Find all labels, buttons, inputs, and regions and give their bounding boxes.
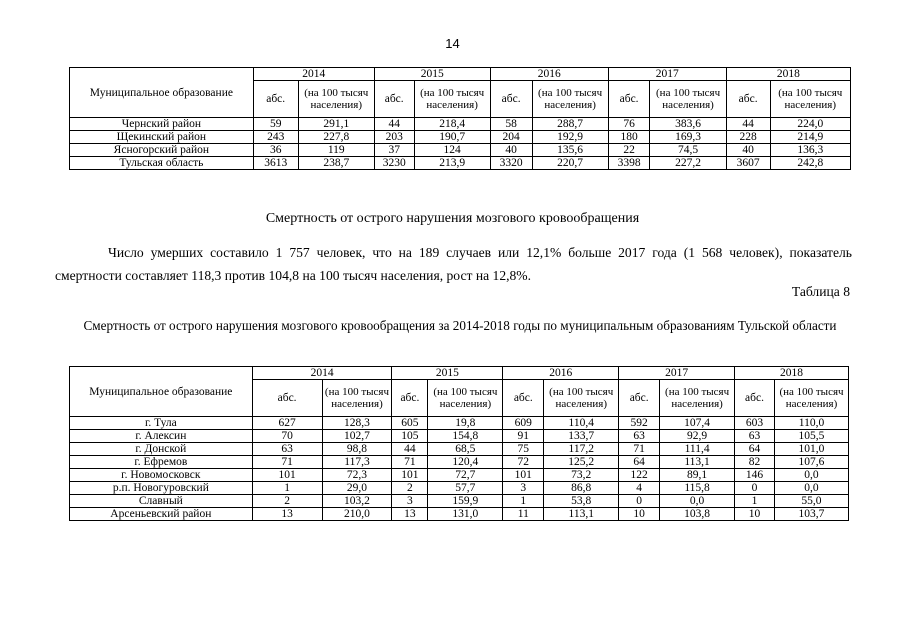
rate-value-cell: 383,6: [650, 118, 726, 131]
rate-value-cell: 103,7: [774, 508, 848, 521]
abs-header: абс.: [735, 380, 775, 417]
municipality-name: Ясногорский район: [70, 144, 254, 157]
abs-value-cell: 63: [619, 430, 660, 443]
abs-value-cell: 64: [735, 443, 775, 456]
abs-value-cell: 3320: [490, 157, 532, 170]
rate-value-cell: 220,7: [532, 157, 608, 170]
column-header-municipality: Муниципальное образование: [70, 68, 254, 118]
abs-value-cell: 3607: [726, 157, 770, 170]
year-header: 2017: [619, 367, 735, 380]
abs-value-cell: 40: [490, 144, 532, 157]
abs-header: абс.: [374, 81, 414, 118]
rate-header: (на 100 тысяч населения): [660, 380, 735, 417]
rate-value-cell: 291,1: [298, 118, 374, 131]
table-row: [70, 456, 849, 469]
rate-value-cell: 133,7: [544, 430, 619, 443]
abs-header: абс.: [490, 81, 532, 118]
rate-value-cell: 107,4: [660, 417, 735, 430]
rate-value-cell: 110,4: [544, 417, 619, 430]
rate-value-cell: 288,7: [532, 118, 608, 131]
rate-value-cell: 218,4: [414, 118, 490, 131]
abs-value-cell: 0: [735, 482, 775, 495]
abs-value-cell: 180: [608, 131, 650, 144]
rate-value-cell: 86,8: [544, 482, 619, 495]
rate-header: (на 100 тысяч населения): [774, 380, 848, 417]
abs-value-cell: 605: [392, 417, 428, 430]
abs-value-cell: 22: [608, 144, 650, 157]
rate-value-cell: 103,8: [660, 508, 735, 521]
rate-value-cell: 102,7: [322, 430, 392, 443]
rate-value-cell: 192,9: [532, 131, 608, 144]
table-row: [70, 443, 849, 456]
abs-value-cell: 3613: [253, 157, 298, 170]
table-year-row: [70, 367, 849, 380]
municipality-name: Щекинский район: [70, 131, 254, 144]
rate-header: (на 100 тысяч населения): [298, 81, 374, 118]
abs-value-cell: 75: [503, 443, 544, 456]
rate-value-cell: 154,8: [428, 430, 503, 443]
year-header: 2016: [490, 68, 608, 81]
abs-value-cell: 91: [503, 430, 544, 443]
abs-value-cell: 63: [735, 430, 775, 443]
rate-header: (на 100 тысяч населения): [650, 81, 726, 118]
abs-value-cell: 122: [619, 469, 660, 482]
rate-value-cell: 131,0: [428, 508, 503, 521]
municipality-name: Тульская область: [70, 157, 254, 170]
rate-value-cell: 115,8: [660, 482, 735, 495]
rate-header: (на 100 тысяч населения): [428, 380, 503, 417]
abs-value-cell: 204: [490, 131, 532, 144]
rate-value-cell: 242,8: [770, 157, 850, 170]
abs-value-cell: 64: [619, 456, 660, 469]
rate-value-cell: 227,2: [650, 157, 726, 170]
column-header-municipality: Муниципальное образование: [70, 367, 253, 417]
rate-value-cell: 92,9: [660, 430, 735, 443]
rate-value-cell: 105,5: [774, 430, 848, 443]
rate-value-cell: 57,7: [428, 482, 503, 495]
abs-value-cell: 40: [726, 144, 770, 157]
abs-value-cell: 3: [503, 482, 544, 495]
table-row: [70, 417, 849, 430]
abs-value-cell: 0: [619, 495, 660, 508]
rate-value-cell: 72,7: [428, 469, 503, 482]
rate-value-cell: 113,1: [660, 456, 735, 469]
rate-value-cell: 210,0: [322, 508, 392, 521]
rate-value-cell: 0,0: [774, 482, 848, 495]
abs-header: абс.: [619, 380, 660, 417]
abs-value-cell: 101: [503, 469, 544, 482]
municipality-name: г. Ефремов: [70, 456, 253, 469]
table-title: Смертность от острого нарушения мозгового кровообращения за 2014-2018 годы по муниципальным образованиям Тульской области: [83, 318, 837, 333]
abs-value-cell: 1: [252, 482, 322, 495]
abs-value-cell: 10: [619, 508, 660, 521]
abs-value-cell: 71: [392, 456, 428, 469]
abs-header: абс.: [503, 380, 544, 417]
municipality-name: р.п. Новогуровский: [70, 482, 253, 495]
abs-value-cell: 101: [252, 469, 322, 482]
year-header: 2015: [374, 68, 490, 81]
rate-header: (на 100 тысяч населения): [544, 380, 619, 417]
abs-value-cell: 1: [503, 495, 544, 508]
rate-value-cell: 113,1: [544, 508, 619, 521]
abs-value-cell: 627: [252, 417, 322, 430]
rate-value-cell: 213,9: [414, 157, 490, 170]
rate-value-cell: 238,7: [298, 157, 374, 170]
municipality-name: г. Новомосковск: [70, 469, 253, 482]
abs-value-cell: 10: [735, 508, 775, 521]
municipality-name: г. Тула: [70, 417, 253, 430]
rate-value-cell: 124: [414, 144, 490, 157]
abs-header: абс.: [608, 81, 650, 118]
rate-value-cell: 72,3: [322, 469, 392, 482]
rate-value-cell: 135,6: [532, 144, 608, 157]
rate-value-cell: 110,0: [774, 417, 848, 430]
abs-value-cell: 3398: [608, 157, 650, 170]
table-row: [70, 430, 849, 443]
year-header: 2017: [608, 68, 726, 81]
abs-value-cell: 603: [735, 417, 775, 430]
rate-value-cell: 68,5: [428, 443, 503, 456]
abs-value-cell: 70: [252, 430, 322, 443]
year-header: 2018: [726, 68, 850, 81]
municipality-name: Чернский район: [70, 118, 254, 131]
abs-value-cell: 609: [503, 417, 544, 430]
municipality-name: г. Донской: [70, 443, 253, 456]
table-row: [70, 118, 851, 131]
municipality-name: Арсеньевский район: [70, 508, 253, 521]
abs-value-cell: 72: [503, 456, 544, 469]
rate-value-cell: 73,2: [544, 469, 619, 482]
year-header: 2014: [253, 68, 374, 81]
rate-header: (на 100 тысяч населения): [322, 380, 392, 417]
abs-value-cell: 13: [252, 508, 322, 521]
abs-header: абс.: [253, 81, 298, 118]
rate-header: (на 100 тысяч населения): [414, 81, 490, 118]
abs-value-cell: 105: [392, 430, 428, 443]
rate-value-cell: 103,2: [322, 495, 392, 508]
abs-value-cell: 13: [392, 508, 428, 521]
rate-value-cell: 120,4: [428, 456, 503, 469]
table-row: [70, 508, 849, 521]
abs-value-cell: 2: [392, 482, 428, 495]
abs-value-cell: 58: [490, 118, 532, 131]
abs-value-cell: 82: [735, 456, 775, 469]
section-title: Смертность от острого нарушения мозгового кровообращения: [265, 211, 640, 226]
abs-value-cell: 2: [252, 495, 322, 508]
stroke-mortality-table: [69, 366, 849, 521]
table-year-row: [70, 68, 851, 81]
rate-value-cell: 159,9: [428, 495, 503, 508]
rate-value-cell: 89,1: [660, 469, 735, 482]
table-row: [70, 157, 851, 170]
abs-value-cell: 3230: [374, 157, 414, 170]
page-number: 14: [445, 36, 460, 51]
abs-header: абс.: [726, 81, 770, 118]
abs-value-cell: 76: [608, 118, 650, 131]
rate-value-cell: 55,0: [774, 495, 848, 508]
rate-value-cell: 19,8: [428, 417, 503, 430]
rate-value-cell: 111,4: [660, 443, 735, 456]
table-row: [70, 144, 851, 157]
rate-value-cell: 117,3: [322, 456, 392, 469]
abs-value-cell: 44: [374, 118, 414, 131]
abs-value-cell: 59: [253, 118, 298, 131]
rate-value-cell: 117,2: [544, 443, 619, 456]
abs-value-cell: 592: [619, 417, 660, 430]
abs-value-cell: 71: [619, 443, 660, 456]
rate-value-cell: 224,0: [770, 118, 850, 131]
abs-value-cell: 203: [374, 131, 414, 144]
rate-value-cell: 74,5: [650, 144, 726, 157]
table-row: [70, 469, 849, 482]
abs-value-cell: 101: [392, 469, 428, 482]
rate-value-cell: 169,3: [650, 131, 726, 144]
rate-value-cell: 227,8: [298, 131, 374, 144]
year-header: 2015: [392, 367, 503, 380]
body-paragraph: Число умерших составило 1 757 человек, что на 189 случаев или 12,1% больше 2017 года (1 568 человек), показатель смертности составляет 118,3 против 104,8 на 100 тысяч населения, рост на 12,8%.: [55, 245, 852, 283]
mortality-table-continued: [69, 67, 851, 170]
rate-header: (на 100 тысяч населения): [532, 81, 608, 118]
rate-value-cell: 214,9: [770, 131, 850, 144]
abs-header: абс.: [252, 380, 322, 417]
abs-header: абс.: [392, 380, 428, 417]
table-row: [70, 495, 849, 508]
rate-value-cell: 98,8: [322, 443, 392, 456]
rate-value-cell: 0,0: [660, 495, 735, 508]
rate-value-cell: 0,0: [774, 469, 848, 482]
abs-value-cell: 4: [619, 482, 660, 495]
abs-value-cell: 243: [253, 131, 298, 144]
rate-header: (на 100 тысяч населения): [770, 81, 850, 118]
municipality-name: г. Алексин: [70, 430, 253, 443]
abs-value-cell: 146: [735, 469, 775, 482]
year-header: 2016: [503, 367, 619, 380]
table-row: [70, 482, 849, 495]
rate-value-cell: 128,3: [322, 417, 392, 430]
abs-value-cell: 36: [253, 144, 298, 157]
abs-value-cell: 11: [503, 508, 544, 521]
rate-value-cell: 125,2: [544, 456, 619, 469]
abs-value-cell: 228: [726, 131, 770, 144]
abs-value-cell: 3: [392, 495, 428, 508]
rate-value-cell: 119: [298, 144, 374, 157]
abs-value-cell: 37: [374, 144, 414, 157]
year-header: 2018: [735, 367, 849, 380]
abs-value-cell: 71: [252, 456, 322, 469]
rate-value-cell: 136,3: [770, 144, 850, 157]
year-header: 2014: [252, 367, 392, 380]
abs-value-cell: 1: [735, 495, 775, 508]
abs-value-cell: 63: [252, 443, 322, 456]
rate-value-cell: 101,0: [774, 443, 848, 456]
rate-value-cell: 107,6: [774, 456, 848, 469]
table-row: [70, 131, 851, 144]
rate-value-cell: 29,0: [322, 482, 392, 495]
abs-value-cell: 44: [392, 443, 428, 456]
rate-value-cell: 53,8: [544, 495, 619, 508]
rate-value-cell: 190,7: [414, 131, 490, 144]
table-label: Таблица 8: [791, 284, 850, 299]
abs-value-cell: 44: [726, 118, 770, 131]
municipality-name: Славный: [70, 495, 253, 508]
